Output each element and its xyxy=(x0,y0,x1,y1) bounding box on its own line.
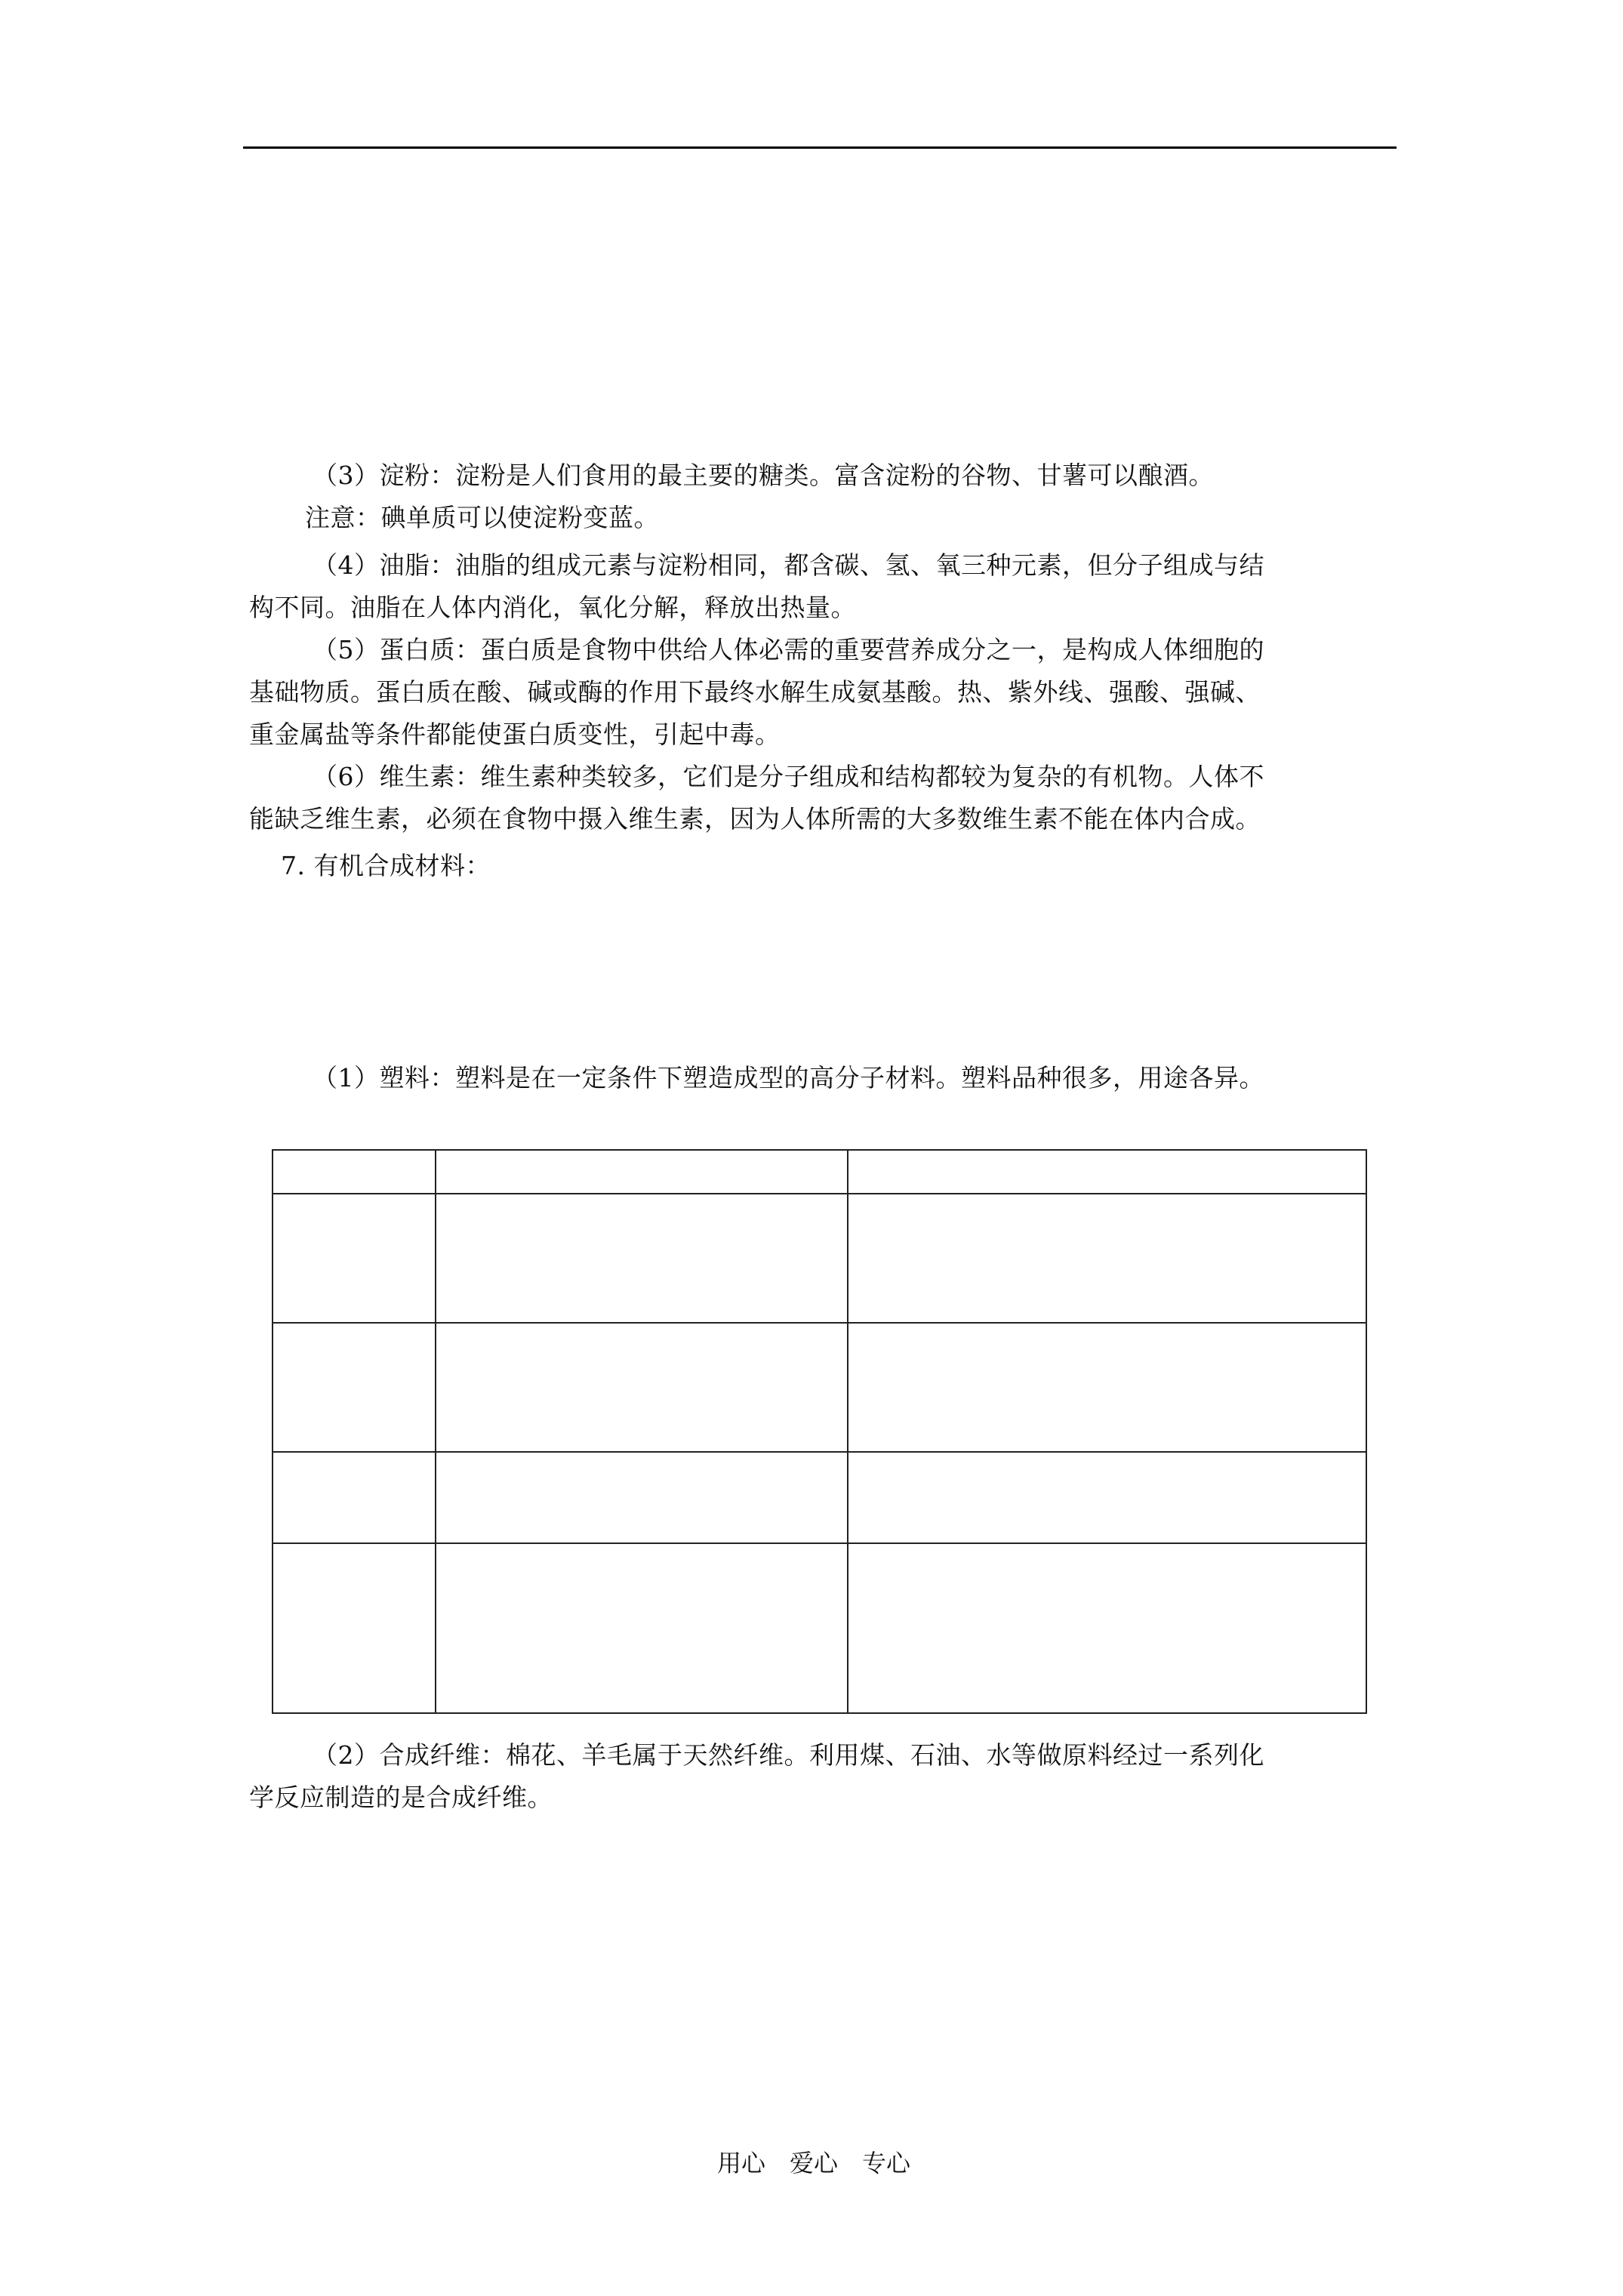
paragraph-note: 注意：碘单质可以使淀粉变蓝。 xyxy=(305,503,659,532)
page-footer: 用心 爱心 专心 xyxy=(717,2149,911,2177)
paragraph-fat-line-2: 构不同。油脂在人体内消化，氧化分解，释放出热量。 xyxy=(249,593,856,622)
paragraph-starch: （3）淀粉：淀粉是人们食用的最主要的糖类。富含淀粉的谷物、甘薯可以酿酒。 xyxy=(313,461,1214,490)
header-rule xyxy=(243,146,1397,149)
paragraph-fiber-line-2: 学反应制造的是合成纤维。 xyxy=(249,1783,553,1812)
table-row-divider xyxy=(273,1451,1366,1453)
paragraph-fat-line-1: （4）油脂：油脂的组成元素与淀粉相同，都含碳、氢、氧三种元素，但分子组成与结 xyxy=(313,550,1264,580)
table-row-divider xyxy=(273,1193,1366,1194)
section-heading-7: 7. 有机合成材料： xyxy=(281,851,491,880)
paragraph-protein-line-2: 基础物质。蛋白质在酸、碱或酶的作用下最终水解生成氨基酸。热、紫外线、强酸、强碱、 xyxy=(249,677,1261,707)
table-column-divider xyxy=(847,1151,848,1712)
paragraph-protein-line-3: 重金属盐等条件都能使蛋白质变性，引起中毒。 xyxy=(249,720,781,749)
paragraph-fiber-line-1: （2）合成纤维：棉花、羊毛属于天然纤维。利用煤、石油、水等做原料经过一系列化 xyxy=(313,1740,1264,1770)
paragraph-vitamin-line-2: 能缺乏维生素，必须在食物中摄入维生素，因为人体所需的大多数维生素不能在体内合成。 xyxy=(249,804,1261,834)
paragraph-plastic: （1）塑料：塑料是在一定条件下塑造成型的高分子材料。塑料品种很多，用途各异。 xyxy=(313,1063,1264,1093)
table-row-divider xyxy=(273,1322,1366,1324)
table-column-divider xyxy=(435,1151,436,1712)
table-row-divider xyxy=(273,1542,1366,1544)
plastics-table xyxy=(272,1149,1367,1714)
paragraph-vitamin-line-1: （6）维生素：维生素种类较多，它们是分子组成和结构都较为复杂的有机物。人体不 xyxy=(313,762,1264,791)
paragraph-protein-line-1: （5）蛋白质：蛋白质是食物中供给人体必需的重要营养成分之一，是构成人体细胞的 xyxy=(313,635,1264,664)
